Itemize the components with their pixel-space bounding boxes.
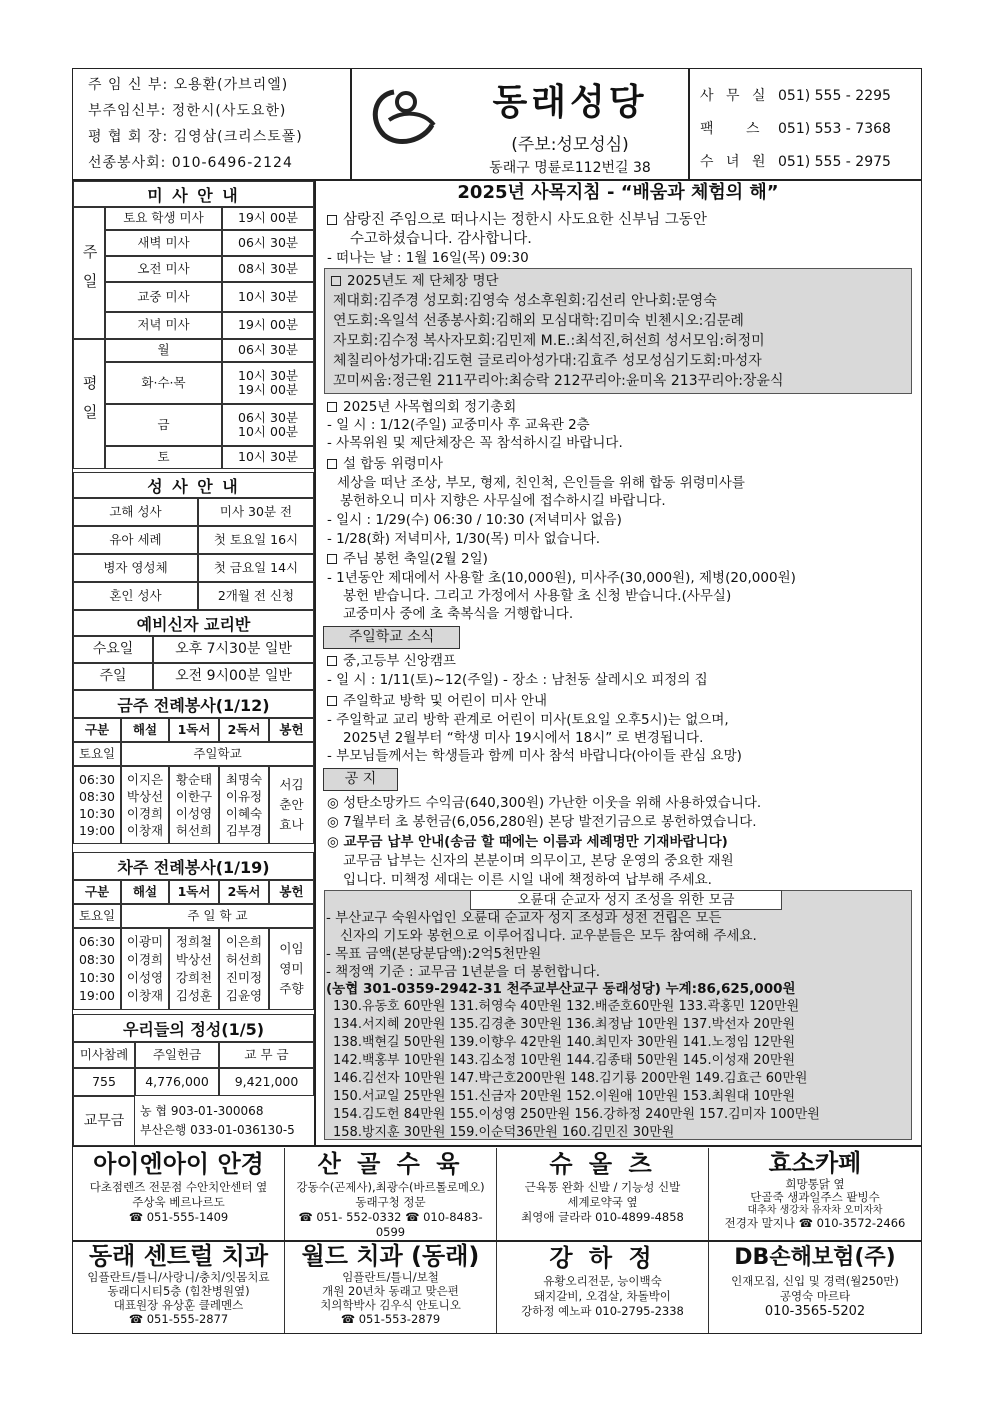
donor-row: 146.김선자 10만원 147.박근호200만원 148.김기룡 200만원 149.김효근 60만원 [333, 1071, 808, 1086]
donor-row: 142.백홍부 10만원 143.김소정 10만원 144.김종태 50만원 145.이성재 20만원 [333, 1053, 796, 1068]
dues-line: 입니다. 미책정 세대는 이른 시일 내에 책정하여 납부해 주세요. [343, 872, 712, 888]
ad-line: ☎ 051-553-2879 [340, 1312, 441, 1326]
mass-times: 06:30 08:30 10:30 19:00 [73, 766, 121, 844]
sunday-label: 주일 [73, 207, 105, 339]
ad-title: 동래 센트럴 치과 [89, 1242, 268, 1270]
offering-list: 이임 영미 주향 [269, 928, 314, 1010]
lunar-line: - 1/28(화) 저녁미사, 1/30(목) 미사 없습니다. [327, 531, 601, 547]
sacrament-time: 미사 30분 전 [198, 498, 314, 526]
reader1-list: 정희철 박상선 강희천 김성훈 [169, 928, 219, 1010]
phone-label: 사 무 실 [700, 88, 770, 104]
candle-line: - 1년동안 제대에서 사용할 초(10,000원), 미사주(30,000원), 제병(20,000원) [327, 570, 796, 586]
ad-line: 근육통 완화 신발 / 기능성 신발 [524, 1180, 681, 1194]
ad-line: 임플란트/틀니/보철 [342, 1270, 439, 1284]
ad-line: 강동수(곤제사),최광수(바르톨로메오) [296, 1180, 485, 1194]
shrine-line: - 책정액 기준 : 교무금 1년분을 더 봉헌합니다. [326, 964, 601, 980]
weekday-day: 금 [105, 404, 222, 446]
ad-line: 단골죽 생과일주스 팥빙수 [750, 1190, 880, 1204]
sat-value: 주 일 학 교 [121, 904, 314, 928]
ad-line: ☎ 051-555-1409 [128, 1210, 229, 1224]
offering-list: 서김 춘안 효나 [269, 766, 314, 844]
catechumen-time: 오후 7시30분 일반 [153, 636, 314, 663]
col-header: 1독서 [169, 718, 219, 742]
col-header: 2독서 [219, 718, 269, 742]
ad-line: 돼지갈비, 오겹살, 차돌박이 [534, 1289, 671, 1303]
staff-list [74, 72, 344, 176]
phone-number: 051) 553 - 7368 [778, 121, 891, 137]
ad-title: 아이엔아이 안경 [93, 1150, 264, 1178]
school-tag: 주일학교 소식 [323, 626, 460, 649]
lunar-line: - 일시 : 1/29(수) 06:30 / 10:30 (저녁미사 없음) [327, 512, 622, 528]
sacrament-name: 혼인 성사 [73, 582, 198, 610]
ad-line: 인재모집, 신입 및 경력(월250만) [731, 1274, 899, 1288]
sacrament-name: 유아 세례 [73, 526, 198, 554]
ad-line: 대표원장 유상훈 클레멘스 [113, 1298, 244, 1312]
vacation-title: 주일학교 방학 및 어린이 미사 안내 [343, 693, 548, 709]
council-line: - 일 시 : 1/12(주일) 교중미사 후 교육관 2층 [327, 417, 590, 433]
ad-line: 임플란트/틀니/사랑니/충치/잇몸치료 [87, 1270, 270, 1284]
ad-line: ☎ 051-555-2877 [128, 1312, 229, 1326]
sacrament-time: 2개월 전 신청 [198, 582, 314, 610]
mass-times: 06:30 08:30 10:30 19:00 [73, 928, 121, 1010]
account-label: 교무금 [73, 1096, 135, 1146]
col-header: 2독서 [219, 880, 269, 904]
sacrament-name: 고해 성사 [73, 498, 198, 526]
staff-assistant: 부주임신부: 정한시(사도요한) [88, 103, 287, 119]
candle-line: 교중미사 중에 초 축복식을 거행합니다. [343, 606, 574, 622]
ad-dental-world [285, 1242, 497, 1333]
sacrament-time: 첫 토요일 16시 [198, 526, 314, 554]
staff-council: 평 협 회 장: 김영삼(크리스토폴) [88, 129, 303, 145]
donor-row: 134.서지혜 20만원 135.김경춘 30만원 136.최정남 10만원 137.박선자 20만원 [333, 1017, 796, 1032]
ad-line: 010-3565-5202 [764, 1304, 866, 1319]
next-week-title: 차주 전례봉사(1/19) [73, 852, 314, 880]
phone-number: 051) 555 - 2975 [778, 154, 891, 170]
donor-row: 150.서교일 25만원 151.신금자 20만원 152.이원애 10만원 153.최원대 10만원 [333, 1089, 796, 1104]
notice-tag: 공 지 [323, 768, 398, 791]
ad-restaurant [497, 1242, 709, 1333]
org-row: 자모회:김수정 복사자모회:김민제 M.E.:최석진,허선희 성서모임:허정미 [333, 333, 765, 349]
phone-label: 팩 스 [700, 121, 774, 137]
sunday-mass-time: 19시 00분 [222, 312, 314, 339]
ad-line: 개원 20년차 동래고 맞은편 [322, 1284, 459, 1298]
offering-header: 주일헌금 [135, 1042, 219, 1068]
ad-line: 희망통닭 옆 [785, 1177, 845, 1191]
offering-value: 755 [73, 1068, 135, 1096]
ad-glasses [73, 1148, 285, 1240]
ad-line: 강하정 예노파 010-2795-2338 [521, 1304, 684, 1318]
org-row: 꼬미씨움:정근원 211꾸리아:최승락 212꾸리아:윤미옥 213꾸리아:장윤식 [333, 373, 784, 389]
reader1-list: 황순태 이한구 이성영 허선희 [169, 766, 219, 844]
sat-value: 주일학교 [121, 742, 314, 766]
catechumen-day: 주일 [73, 663, 153, 690]
col-header: 봉헌 [269, 718, 314, 742]
dues-line: 교무금 납부는 신자의 본분이며 의무이고, 본당 운영의 중요한 재원 [343, 853, 734, 869]
donor-row: 130.유동호 60만원 131.허영숙 40만원 132.배준호60만원 133.곽홍민 120만원 [333, 999, 800, 1014]
shrine-account: (농협 301-0359-2942-31 천주교부산교구 동래성당) 누계:86,625,000원 [326, 981, 796, 997]
sunday-mass-time: 10시 30분 [222, 282, 314, 312]
sat-label: 토요일 [73, 904, 121, 928]
col-header: 구분 [73, 880, 121, 904]
ad-title: 효소카페 [768, 1149, 862, 1177]
sunday-mass-name: 새벽 미사 [105, 230, 222, 256]
camp-line: - 일 시 : 1/11(토)~12(주일) - 장소 : 남천동 살레시오 피정의 집 [327, 672, 708, 688]
col-header: 구분 [73, 718, 121, 742]
mass-title: 미 사 안 내 [73, 181, 314, 207]
sunday-mass-name: 토요 학생 미사 [105, 207, 222, 230]
checkbox-icon [327, 402, 337, 412]
checkbox-icon [327, 696, 337, 706]
sunday-mass-name: 저녁 미사 [105, 312, 222, 339]
phone-list [700, 80, 920, 179]
org-row: 체칠리아성가대:김도현 글로리아성가대:김효주 성모성심기도회:마성자 [333, 353, 762, 369]
weekday-time: 06시 30분 [222, 339, 314, 362]
ad-line: 전경자 말지나 ☎ 010-3572-2466 [724, 1216, 906, 1230]
checkbox-icon [331, 276, 341, 286]
phone-label: 수 녀 원 [700, 154, 770, 170]
col-header: 해설 [121, 718, 169, 742]
checkbox-icon [327, 554, 337, 564]
ad-line: 동래디시티5층 (힘찬병원옆) [107, 1284, 250, 1298]
shrine-line: - 부산교구 숙원사업인 오륜대 순교자 성지 조성과 성전 건립은 모든 [326, 910, 722, 926]
this-week-title: 금주 전례봉사(1/12) [73, 690, 314, 718]
account-nh: 농 협 903-01-300068 [140, 1104, 264, 1118]
lunar-line: 봉헌하오니 미사 지향은 사무실에 접수하시길 바랍니다. [340, 493, 666, 509]
sacrament-title: 성 사 안 내 [73, 472, 314, 498]
staff-funeral: 선종봉사회: 010-6496-2124 [88, 155, 293, 171]
ad-line: 유황오리전문, 능이백숙 [543, 1274, 662, 1288]
lunar-line: 세상을 떠난 조상, 부모, 형제, 친인척, 은인들을 위해 합동 위령미사를 [337, 475, 745, 491]
ad-title: 월드 치과 (동래) [301, 1242, 480, 1270]
farewell-line: 수고하셨습니다. 감사합니다. [350, 231, 532, 247]
org-title: 2025년도 제 단체장 명단 [347, 273, 499, 289]
ad-title: 슈 올 츠 [549, 1150, 656, 1178]
reader2-list: 이은희 허선희 진미정 김윤영 [219, 928, 269, 1010]
weekday-day: 월 [105, 339, 222, 362]
ad-shoes [497, 1148, 709, 1240]
ad-suyuk [285, 1148, 497, 1240]
vacation-line: 2025년 2월부터 “학생 미사 19시에서 18시” 로 변경됩니다. [343, 730, 704, 746]
sunday-mass-name: 오전 미사 [105, 256, 222, 282]
org-row: 연도회:옥일석 선종봉사회:김해외 모심대학:김미숙 빈첸시오:김문례 [333, 313, 744, 329]
catechumen-time: 오전 9시00분 일반 [153, 663, 314, 690]
ad-cafe [709, 1148, 921, 1240]
phone-number: 051) 555 - 2295 [778, 88, 891, 104]
church-name: 동래성당 [492, 82, 648, 123]
vacation-line: - 주일학교 교리 방학 관계로 어린이 미사(토요일 오후5시)는 없으며, [327, 712, 729, 728]
weekday-day: 토 [105, 446, 222, 469]
ad-dental-central [73, 1242, 285, 1333]
farewell-date: - 떠나는 날 : 1월 16일(목) 09:30 [327, 250, 529, 266]
commentator-list: 이광미 이경희 이성영 이창재 [121, 928, 169, 1010]
ad-line: 세계로약국 옆 [567, 1195, 638, 1209]
weekday-day: 화·수·목 [105, 362, 222, 404]
weekday-time: 10시 30분 19시 00분 [222, 362, 314, 404]
offering-header: 미사참례 [73, 1042, 135, 1068]
council-line: - 사목위원 및 제단체장은 꼭 참석하시길 바랍니다. [327, 435, 623, 451]
offering-value: 9,421,000 [219, 1068, 314, 1096]
page-title: 2025년 사목지침 - “배움과 체험의 해” [457, 182, 779, 203]
notice-line: ◎ 7월부터 초 봉헌금(6,056,280원) 본당 발전기금으로 봉헌하였습니다. [327, 814, 757, 830]
sacrament-time: 첫 금요일 14시 [198, 554, 314, 582]
dues-title: ◎ 교무금 납부 안내(송금 할 때에는 이름과 세례명만 기재바랍니다) [327, 834, 728, 850]
weekday-time: 06시 30분 10시 00분 [222, 404, 314, 446]
ad-line: ☎ 051- 552-0332 ☎ 010-8483-0599 [298, 1210, 483, 1239]
reader2-list: 최명숙 이유정 이혜숙 김부경 [219, 766, 269, 844]
checkbox-icon [327, 459, 337, 469]
shrine-line: - 목표 금액(본당분담액):2억5천만원 [326, 946, 542, 962]
offering-title: 우리들의 정성(1/5) [73, 1014, 314, 1042]
farewell-line: 삼랑진 주임으로 떠나시는 정한시 사도요한 신부님 그동안 [343, 212, 707, 228]
ad-line: 주상욱 베르나르도 [132, 1195, 225, 1209]
donor-row: 158.방지훈 30만원 159.이순덕36만원 160.김민진 30만원 [333, 1125, 675, 1140]
sunday-mass-time: 08시 30분 [222, 256, 314, 282]
address: 동래구 명륜로112번길 38 [489, 160, 651, 176]
account-busan: 부산은행 033-01-036130-5 [140, 1123, 295, 1137]
catechumen-title: 예비신자 교리반 [73, 610, 314, 636]
weekday-label: 평일 [73, 339, 105, 469]
checkbox-icon [327, 656, 337, 666]
staff-pastor: 주 임 신 부: 오용환(가브리엘) [88, 77, 289, 93]
patron: (주보:성모성심) [511, 135, 629, 155]
donor-row: 138.백현길 50만원 139.이향우 42만원 140.최민자 30만원 141.노정임 12만원 [333, 1035, 796, 1050]
ad-line: 치의학박사 김우식 안토니오 [320, 1298, 461, 1312]
sunday-mass-time: 19시 00분 [222, 207, 314, 230]
catechumen-day: 수요일 [73, 636, 153, 663]
sat-label: 토요일 [73, 742, 121, 766]
ad-title: DB손해보험(주) [734, 1245, 896, 1270]
vacation-line: - 부모님들께서는 학생들과 함께 미사 참석 바랍니다(아이들 관심 요망) [327, 748, 742, 764]
candle-title: 주님 봉헌 축일(2월 2일) [343, 551, 488, 567]
col-header: 해설 [121, 880, 169, 904]
offering-value: 4,776,000 [135, 1068, 219, 1096]
sunday-mass-name: 교중 미사 [105, 282, 222, 312]
commentator-list: 이지은 박상선 이경희 이창재 [121, 766, 169, 844]
donor-row: 154.김도헌 84만원 155.이성영 250만원 156.강하정 240만원 157.김미자 100만원 [333, 1107, 820, 1122]
ad-line: 대추차 생강차 유자차 오미자차 [747, 1205, 883, 1216]
ad-title: 산 골 수 육 [317, 1150, 464, 1178]
ad-line: 동래구청 정문 [355, 1195, 426, 1209]
shrine-title: 오륜대 순교자 성지 조성을 위한 모금 [470, 890, 782, 910]
ad-line: 다초점렌즈 전문점 수안치안센터 옆 [89, 1180, 268, 1194]
candle-line: 봉헌 받습니다. 그리고 가정에서 사용할 초 신청 받습니다.(사무실) [343, 588, 732, 604]
council-title: 2025년 사목협의회 정기총회 [343, 399, 517, 415]
checkbox-icon [327, 215, 337, 225]
account-list [140, 1102, 295, 1140]
camp-title: 중,고등부 신앙캠프 [343, 653, 456, 669]
col-header: 1독서 [169, 880, 219, 904]
ad-insurance [709, 1242, 921, 1333]
lunar-title: 설 합동 위령미사 [343, 456, 443, 472]
church-logo-icon [364, 80, 444, 150]
sacrament-name: 병자 영성체 [73, 554, 198, 582]
sunday-mass-time: 06시 30분 [222, 230, 314, 256]
ad-line: 공영숙 마르타 [779, 1289, 851, 1303]
offering-header: 교 무 금 [219, 1042, 314, 1068]
col-header: 봉헌 [269, 880, 314, 904]
ad-line: 최영애 글라라 010-4899-4858 [521, 1210, 684, 1224]
ad-title: 강 하 정 [549, 1244, 656, 1272]
weekday-time: 10시 30분 [222, 446, 314, 469]
shrine-line: 신자의 기도와 봉헌으로 이루어집니다. 교우분들은 모두 참여해 주세요. [340, 928, 757, 944]
org-row: 제대회:김주경 성모회:김영숙 성소후원회:김선리 안나회:문영숙 [333, 293, 717, 309]
notice-line: ◎ 성탄소망카드 수익금(640,300원) 가난한 이웃을 위해 사용하였습니다. [327, 795, 762, 811]
